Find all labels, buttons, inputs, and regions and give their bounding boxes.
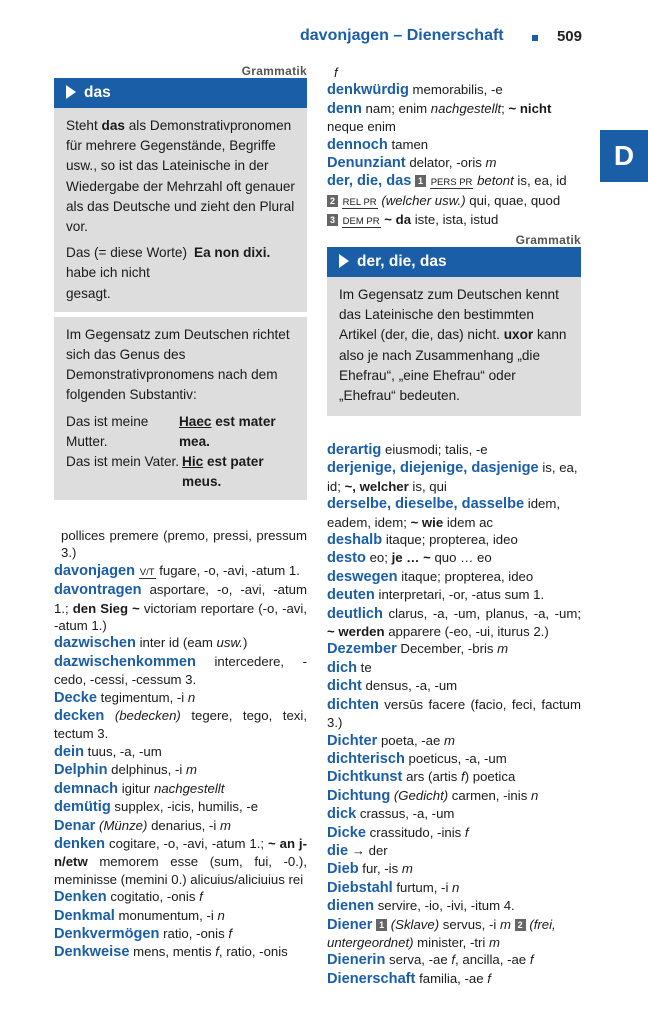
list-item: Denken cogitatio, -onis f	[54, 889, 203, 906]
list-item: deshalb itaque; propterea, ideo	[327, 532, 518, 549]
list-item: Dichtung (Gedicht) carmen, -inis n	[327, 787, 539, 804]
right-column-top	[327, 64, 581, 231]
list-item: der, die, das 1 PERS PR betont is, ea, id 2 REL PR (welcher usw.) qui, quae, quod 3 DEM PR ~ da iste, ista, istud	[327, 173, 567, 228]
list-item: derjenige, diejenige, dasjenige is, ea, id; ~, welcher is, qui	[327, 460, 578, 494]
list-item: derartig eiusmodi; talis, -e	[327, 442, 488, 458]
thumb-index-tab[interactable]: D	[600, 130, 648, 182]
list-item: Dichter poeta, -ae m	[327, 732, 455, 749]
grammar-example	[66, 452, 295, 492]
grammar-label: Grammatik	[241, 64, 307, 78]
grammar-box-title	[327, 247, 581, 277]
list-item: Denar (Münze) denarius, -i m	[54, 817, 231, 834]
grammar-box-das	[54, 64, 307, 500]
list-item: demnach igitur nachgestellt	[54, 780, 225, 797]
list-item: dich te	[327, 659, 372, 676]
right-column	[327, 441, 581, 988]
list-item: Dezember December, -bris m	[327, 641, 509, 658]
grammar-example	[66, 412, 295, 452]
list-item: Diebstahl furtum, -i n	[327, 879, 460, 896]
list-item: f	[334, 65, 338, 80]
list-item: Denkvermögen ratio, -onis f	[54, 925, 233, 942]
list-item: dennoch tamen	[327, 136, 429, 153]
list-item: Denkmal monumentum, -i n	[54, 907, 225, 924]
left-column	[54, 527, 307, 962]
list-item: davonjagen V/T fugare, -o, -avi, -atum 1.	[54, 562, 300, 579]
list-item: dick crassus, -a, -um	[327, 806, 455, 823]
grammar-box-body	[54, 108, 307, 500]
triangle-icon	[339, 254, 349, 268]
example-german: Das (= diese Worte) habe ich nicht gesagt.	[66, 245, 188, 301]
grammar-box-der-die-das	[327, 233, 581, 416]
example-german: Das ist mein Vater.	[66, 454, 180, 470]
list-item: dichterisch poeticus, -a, -um	[327, 750, 507, 767]
grammar-paragraph: Steht das als Demonstrativpronomen für mehrere Gegenstände, Begriffe usw., so ist das Lateinische in der Wiedergabe der Mehrzahl oft genauer als das Deutsche und zieht den Plural vor.	[66, 118, 295, 235]
grammar-section	[54, 317, 307, 501]
list-item: Denunziant delator, -oris m	[327, 155, 497, 172]
list-item: Delphin delphinus, -i m	[54, 762, 197, 779]
list-item: deswegen itaque; propterea, ideo	[327, 568, 534, 585]
example-latin: Haec est mater mea.	[178, 413, 276, 449]
list-item: Decke tegimentum, -i n	[54, 689, 196, 706]
running-head: davonjagen – Dienerschaft	[300, 27, 504, 44]
list-item: dicht densus, -a, -um	[327, 678, 458, 695]
list-item: dazwischen inter id (eam usw.)	[54, 635, 248, 652]
header-square-icon	[532, 35, 538, 41]
list-item: denn nam; enim nachgestellt; ~ nicht neque enim	[327, 100, 552, 135]
list-item: decken (bedecken) tegere, tego, texi, tectum 3.	[54, 708, 307, 742]
list-item: die → der	[327, 842, 388, 859]
list-item: demütig supplex, -icis, humilis, -e	[54, 799, 259, 816]
grammar-example	[66, 243, 295, 304]
list-item: davontragen asportare, -o, -avi, -atum 1.; den Sieg ~ victoriam reportare (-o, -avi, -atum 1.)	[54, 582, 307, 634]
triangle-icon	[66, 85, 76, 99]
page-number: 509	[556, 28, 582, 45]
list-item: Dichtkunst ars (artis f) poetica	[327, 769, 516, 786]
grammar-box-title	[54, 78, 307, 108]
list-item: desto eo; je … ~ quo … eo	[327, 550, 492, 567]
list-item: Denkweise mens, mentis f, ratio, -onis	[54, 944, 288, 961]
list-item: Dienerschaft familia, -ae f	[327, 970, 491, 987]
list-item: Dienerin serva, -ae f, ancilla, -ae f	[327, 952, 534, 969]
list-item: denkwürdig memorabilis, -e	[327, 82, 503, 99]
list-item: dazwischenkommen intercedere, -cedo, -cessi, -cessum 3.	[54, 653, 307, 688]
grammar-title-text: der, die, das	[357, 253, 447, 270]
example-latin: Hic est pater meus.	[182, 454, 264, 490]
grammar-title-text: das	[84, 84, 111, 101]
list-item: derselbe, dieselbe, dasselbe idem, eadem, idem; ~ wie idem ac	[327, 496, 561, 530]
list-item: dein tuus, -a, -um	[54, 743, 162, 760]
grammar-section	[54, 108, 307, 312]
list-item: deuten interpretari, -or, -atus sum 1.	[327, 587, 545, 604]
grammar-paragraph: Im Gegensatz zum Deutschen richtet sich das Genus des Demonstrativpronomens nach dem folgenden Substantiv:	[66, 326, 290, 403]
grammar-label: Grammatik	[515, 233, 581, 247]
list-item: Dieb fur, -is m	[327, 861, 413, 878]
list-item: Dicke crassitudo, -inis f	[327, 824, 469, 841]
list-item: Diener 1 (Sklave) servus, -i m 2 (frei, untergeordnet) minister, -tri m	[327, 916, 556, 950]
example-latin: Ea non dixi.	[194, 245, 271, 261]
grammar-box-body	[327, 277, 581, 416]
list-item: dichten versūs facere (facio, feci, factum 3.)	[327, 696, 581, 731]
list-item: pollices premere (premo, pressi, pressum 3.)	[61, 528, 307, 561]
example-german: Das ist meine Mutter.	[66, 413, 149, 449]
list-item: dienen servire, -io, -ivi, -itum 4.	[327, 898, 515, 915]
list-item: denken cogitare, -o, -avi, -atum 1.; ~ an j-n/etw memorem esse (sum, fui, -0.), meminisse (memini 0.) alicuius/aliciuius rei	[54, 835, 307, 887]
list-item: deutlich clarus, -a, -um, planus, -a, -um; ~ werden apparere (-eo, -ui, iturus 2.)	[327, 605, 581, 640]
grammar-section: Im Gegensatz zum Deutschen kennt das Lateinische den bestimmten Artikel (der, die, das) nicht. uxor kann also je nach Zusammenhang „die Ehefrau“, „eine Ehefrau“ oder „Ehefrau“ bedeuten.	[339, 287, 567, 404]
